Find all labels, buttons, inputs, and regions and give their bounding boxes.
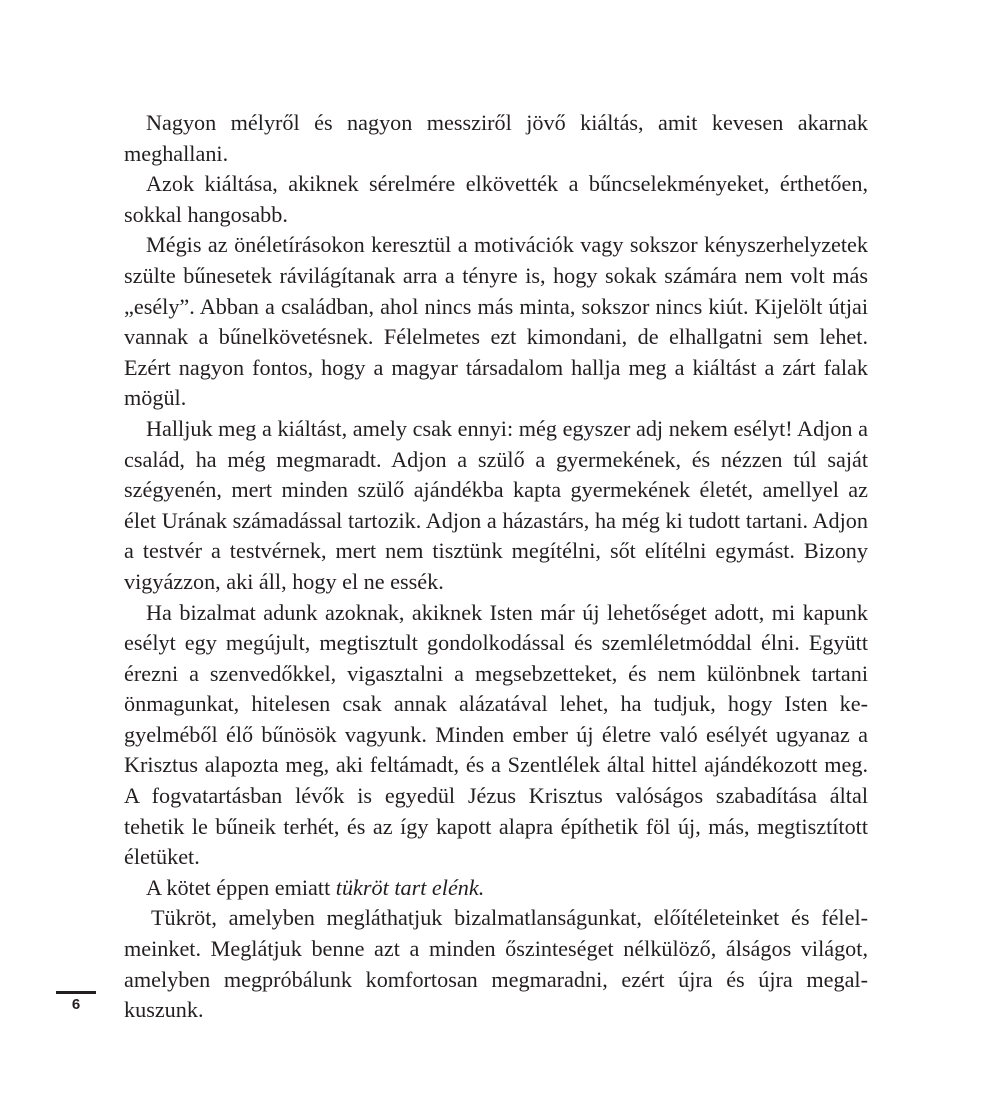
page-number: 6 (71, 996, 81, 1013)
paragraph-5: Ha bizalmat adunk azoknak, akiknek Isten már új lehetőséget adott, mi kapunk esélyt egy megújult, megtisztult gondolkodással és szemléletmóddal élni. Együtt érezni a szenvedőkkel, vigasztalni a megsebzetteket, és nem különbnek tartani önmagunkat, hitelesen csak annak alázatával lehet, ha tudjuk, hogy Isten kegyelméből élő bűnösök vagyunk. Minden ember új életre való esélyét ugyanaz a Krisztus alapozta meg, aki feltámadt, és a Szentlélek által hittel ajándékozott meg. A fogvatartásban lévők is egyedül Jézus Krisztus valóságos szabadítása által tehetik le bűneik terhét, és az így kapott alapra építhetik föl új, más, megtisztított életüket. (124, 599, 868, 870)
paragraph-6 (124, 873, 868, 904)
paragraph-2: Azok kiáltása, akiknek sérelmére elkövették a bűncselekményeket, érthetően, sokkal hangosabb. (124, 171, 868, 227)
page-number-rule (56, 991, 96, 994)
paragraph-1: Nagyon mélyről és nagyon messziről jövő kiáltás, amit kevesen akarnak meghallani. (124, 110, 868, 166)
paragraph-7: Tükröt, amelyben megláthatjuk bizalmatlanságunkat, előítéleteinket és félelmeinket. Meglátjuk benne azt a minden őszinteséget nélkülöző, álságos világot, amelyben megpróbálunk komfortosan megmaradni, ezért újra és újra megalkuszunk. (124, 905, 868, 1023)
paragraph-4: Halljuk meg a kiáltást, amely csak ennyi: még egyszer adj nekem esélyt! Adjon a család, ha még megmaradt. Adjon a szülő a gyermekének, és nézzen túl saját szégyenén, mert minden szülő ajándékba kapta gyermekének életét, amellyel az élet Urának számadással tartozik. Adjon a házastárs, ha még ki tudott tartani. Adjon a testvér a testvérnek, mert nem tisztünk megítélni, sőt elítélni egymást. Bizony vigyázzon, aki áll, hogy el ne essék. (124, 415, 868, 594)
paragraph-3: Mégis az önéletírásokon keresztül a motivációk vagy sokszor kényszerhelyzetek szülte bűnesetek rávilágítanak arra a tényre is, hogy sokak számára nem volt más „esély”. Abban a családban, ahol nincs más minta, sokszor nincs kiút. Kijelölt útjai vannak a bűnelkövetésnek. Félelmetes ezt kimondani, de elhallgatni sem lehet. Ezért nagyon fontos, hogy a magyar társadalom hallja meg a kiáltást a zárt falak mögül. (124, 232, 868, 411)
paragraph-6-lead: A kötet éppen emiatt (146, 874, 336, 900)
body-text (124, 108, 868, 1026)
paragraph-6-italic: tükröt tart elénk. (335, 874, 485, 900)
